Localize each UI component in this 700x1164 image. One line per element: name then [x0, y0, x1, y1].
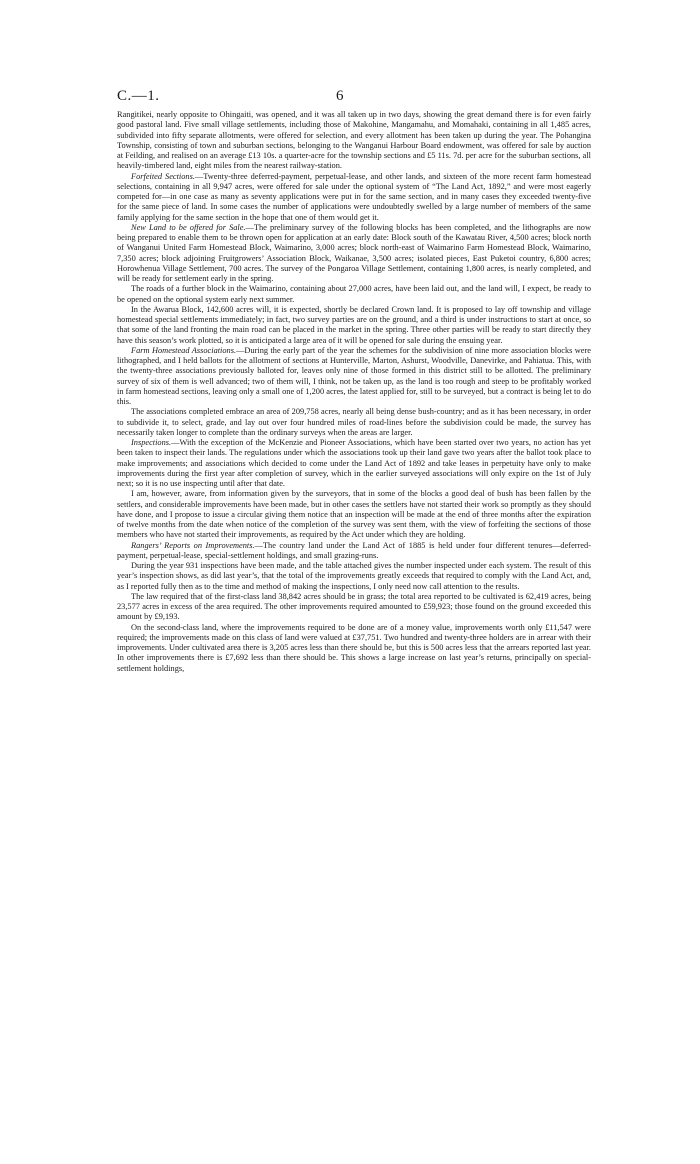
paragraph [117, 592, 591, 623]
paragraph-text: I am, however, aware, from information given by the surveyors, that in some of the blocks a good deal of bush has been fallen by the settlers, and considerable improvements have been made, but in other cases the settlers have not started their work so promptly as they should have done, and I propose to issue a circular giving them notice that an inspection will be made at the end of three months after the expiration of twelve months from the date when notice of the completion of the survey was sent them, with the view of forfeiting the sections of those members who have not started their improvements, as required by the Act under which they are holding. [117, 489, 591, 540]
paragraph [117, 489, 591, 540]
section-heading: Forfeited Sections. [131, 171, 195, 181]
paragraph-text: The associations completed embrace an area of 209,758 acres, nearly all being dense bush-country; and as it has been necessary, in order to subdivide it, to select, grade, and lay out over four hundred miles of road-lines before the subdivision could be made, the survey has necessarily taken longer to complete than the ordinary surveys when the areas are larger. [117, 407, 591, 437]
paragraph [117, 407, 591, 438]
page-number: 6 [336, 88, 344, 104]
paragraph-text: During the year 931 inspections have been made, and the table attached gives the number inspected under each system. The result of this year’s inspection shows, as did last year’s, that the total of the improvements greatly exceeds that required to comply with the Land Act, and, as I reported fully then as to the time and method of making the inspections, I only need now call attention to the results. [117, 561, 591, 591]
paragraph [117, 346, 591, 408]
paragraph-text: The law required that of the first-class land 38,842 acres should be in grass; the total area reported to be cultivated is 62,419 acres, being 23,577 acres in excess of the area required. The other improvements required amounted to £59,923; those found on the ground exceeded this amount by £9,193. [117, 591, 591, 622]
section-heading: New Land to be offered for Sale. [131, 222, 246, 232]
paragraph [117, 110, 591, 172]
paragraph-text: The roads of a further block in the Waimarino, containing about 27,000 acres, have been laid out, and the land will, I expect, be ready to be opened on the optional system early next summer. [117, 284, 591, 304]
paragraph-text: —The country land under the Land Act of 1885 is held under four different tenures—deferred-payment, perpetual-lease, special-settlement holdings, and small grazing-runs. [117, 540, 592, 560]
paragraph [117, 623, 591, 674]
paragraph [117, 305, 591, 346]
paragraph-text: —Twenty-three deferred-payment, perpetual-lease, and other lands, and sixteen of the more recent farm homestead selections, containing in all 9,947 acres, were offered for sale under the optional system of “The Land Act, 1892,” and were most eagerly competed for—in one case as many as seventy applications were put in for the same section, and in many cases they exceeded twenty-five for the same piece of land. In some cases the number of applications were undoubtedly swelled by a large number of members of the same family applying for the same section in the hope that one of them would get it. [117, 171, 591, 222]
paragraph-text: —With the exception of the McKenzie and Pioneer Associations, which have been started over two years, no action has yet been taken to inspect their lands. The regulations under which the associations took up their land gave two years after the ballot took place to make improvements; and associations which decided to come under the Land Act of 1892 and take leases in perpetuity have only to make improvements during the first year after completion of survey, which in the earlier surveyed associations will only expire on the 1st of July next; so it is no use inspecting until after that date. [117, 438, 591, 488]
paragraph-text: —During the early part of the year the schemes for the subdivision of nine more association blocks were lithographed, and I held ballots for the allotment of sections at Hunterville, Marton, Ashurst, Woodville, Danevirke, and Pahiatua. This, with the twenty-three associations previously balloted for, leaves only nine of those formed in this district still to be allotted. The preliminary survey of six of them is well advanced; two of them will, I think, not be taken up, as the land is too rough and steep to be profitably worked in farm homestead sections, leaving only a small one of 1,200 acres, the latest applied for, still to be surveyed, but a contract is being let to do this. [117, 345, 591, 406]
paragraph [117, 438, 591, 489]
section-heading: Inspections. [131, 438, 172, 447]
document-reference: C.—1. [117, 88, 160, 104]
paragraph [117, 172, 591, 223]
paragraph-text: —The preliminary survey of the following blocks has been completed, and the lithographs are now being prepared to enable them to be thrown open for application at an early date: Block south of the Kawatau River, 4,500 acres; block north of Wanganui United Farm Homestead Block, Waimarino, 3,000 acres; block north-east of Waimarino Farm Homestead Block, Waimarino, 7,350 acres; block adjoining Fruitgrowers’ Association Block, Waikanae, 3,500 acres; isolated pieces, East Puketoi country, 6,800 acres; Horowhenua Village Settlement, 700 acres. The survey of the Pongaroa Village Settlement, containing 1,800 acres, is nearly completed, and will be ready for settlement early in the spring. [117, 222, 591, 283]
page-header [117, 88, 591, 106]
paragraph-text: Rangitikei, nearly opposite to Ohingaiti, was opened, and it was all taken up in two days, showing the great demand there is for even fairly good pastoral land. Five small village settlements, including those of Makohine, Mangamahu, and Momahaki, containing in all 1,485 acres, subdivided into fifty separate allotments, were offered for selection, and every allotment has been taken up during the year. The Pohangina Township, consisting of town and suburban sections, belonging to the Wanganui Harbour Board endowment, was offered for sale by auction at Feilding, and realised on an average £13 10s. a quarter-acre for the township sections and £5 11s. 7d. per acre for the suburban sections, all heavily-timbered land, eight miles from the nearest railway-station. [117, 110, 591, 171]
paragraph [117, 223, 591, 285]
body-text [117, 110, 591, 674]
paragraph [117, 284, 591, 305]
section-heading: Farm Homestead Associations. [131, 345, 237, 355]
section-heading: Rangers’ Reports on Improvements. [131, 540, 255, 550]
paragraph [117, 561, 591, 592]
paragraph-text: In the Awarua Block, 142,600 acres will, it is expected, shortly be declared Crown land. It is proposed to lay off township and village homestead special settlements immediately; in fact, two survey parties are on the ground, and a third is under instructions to start at once, so that some of the land fronting the main road can be placed in the market in the spring. Three other parties will be ready to start directly they have this season’s work plotted, so it is anticipated a large area of it will be opened for sale during the ensuing year. [117, 304, 591, 345]
paragraph-text: On the second-class land, where the improvements required to be done are of a money value, improvements worth only £11,547 were required; the improvements made on this class of land were valued at £37,751. Two hundred and twenty-three holders are in arrear with their improvements. Under cultivated area there is 3,205 acres less than there should be, but this is 500 acres less that the arrears reported last year. In other improvements there is £7,692 less than there should be. This shows a large increase on last year’s returns, principally on special-settlement holdings, [117, 622, 591, 673]
paragraph [117, 541, 591, 562]
